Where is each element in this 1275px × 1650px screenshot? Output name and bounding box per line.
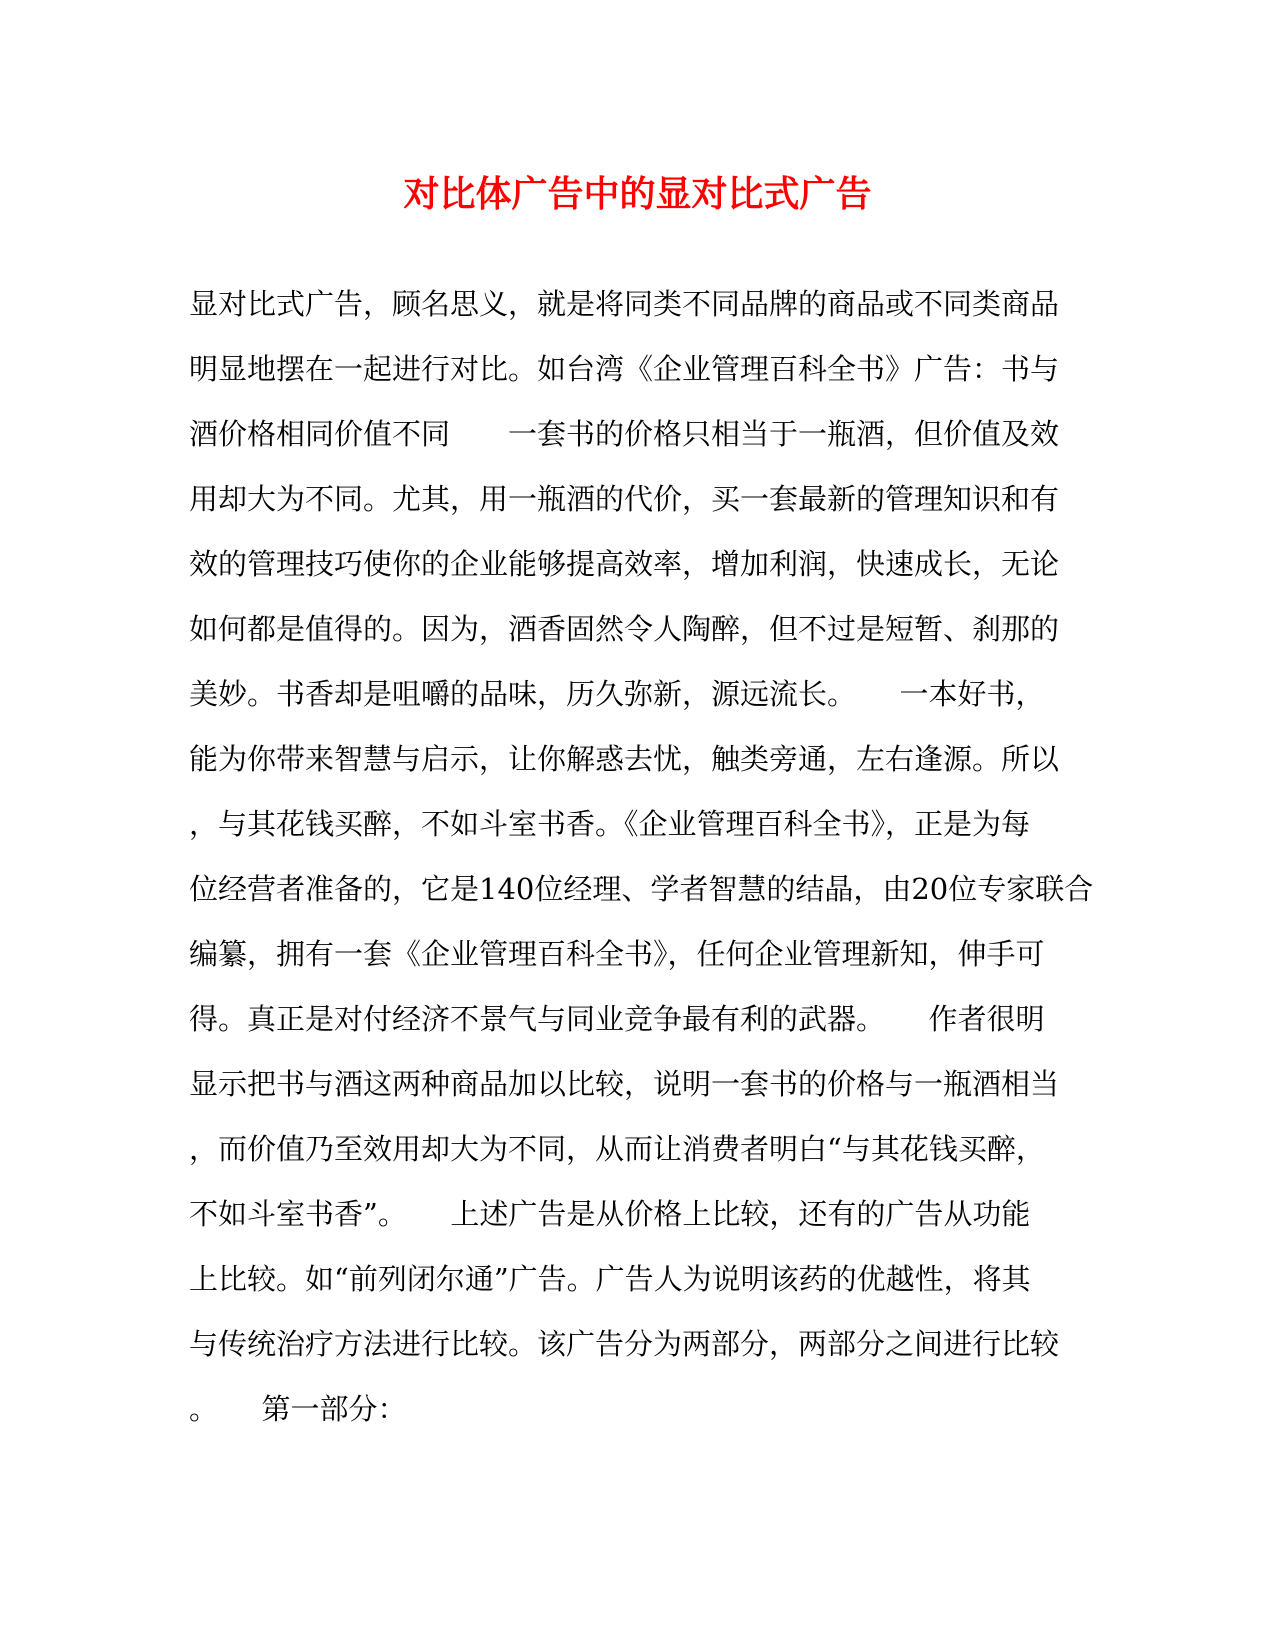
body-line: 明显地摆在一起进行对比。如台湾《企业管理百科全书》广告：书与 [189,352,1060,386]
body-line: 编纂，拥有一套《企业管理百科全书》，任何企业管理新知，伸手可 [189,937,1045,971]
body-line: 。 第一部分： [189,1392,407,1426]
body-line: ，而价值乃至效用却大为不同，从而让消费者明白“与其花钱买醉， [189,1132,1045,1166]
body-line: 效的管理技巧使你的企业能够提高效率，增加利润，快速成长，无论 [189,547,1060,581]
body-line: 与传统治疗方法进行比较。该广告分为两部分，两部分之间进行比较 [189,1327,1060,1361]
body-line: 用却大为不同。尤其，用一瓶酒的代价，买一套最新的管理知识和有 [189,482,1060,516]
body-line: ，与其花钱买醉，不如斗室书香。《企业管理百科全书》，正是为每 [189,807,1031,841]
body-line: 酒价格相同价值不同 一套书的价格只相当于一瓶酒，但价值及效 [189,417,1060,451]
document-title: 对比体广告中的显对比式广告 [403,173,872,215]
body-line: 不如斗室书香”。 上述广告是从价格上比较，还有的广告从功能 [189,1197,1031,1231]
body-line: 位经营者准备的，它是140位经理、学者智慧的结晶，由20位专家联合 [189,872,1094,906]
body-line: 能为你带来智慧与启示，让你解惑去忧，触类旁通，左右逢源。所以 [189,742,1060,776]
body-line: 显对比式广告，顾名思义，就是将同类不同品牌的商品或不同类商品 [189,287,1060,321]
body-line: 美妙。书香却是咀嚼的品味，历久弥新，源远流长。 一本好书， [189,677,1045,711]
body-line: 得。真正是对付经济不景气与同业竞争最有利的武器。 作者很明 [189,1002,1045,1036]
body-line: 上比较。如“前列闭尔通”广告。广告人为说明该药的优越性，将其 [189,1262,1031,1296]
document-body [189,284,1094,1454]
body-line: 如何都是值得的。因为，酒香固然令人陶醉，但不过是短暂、刹那的 [189,612,1060,646]
body-line: 显示把书与酒这两种商品加以比较，说明一套书的价格与一瓶酒相当 [189,1067,1060,1101]
